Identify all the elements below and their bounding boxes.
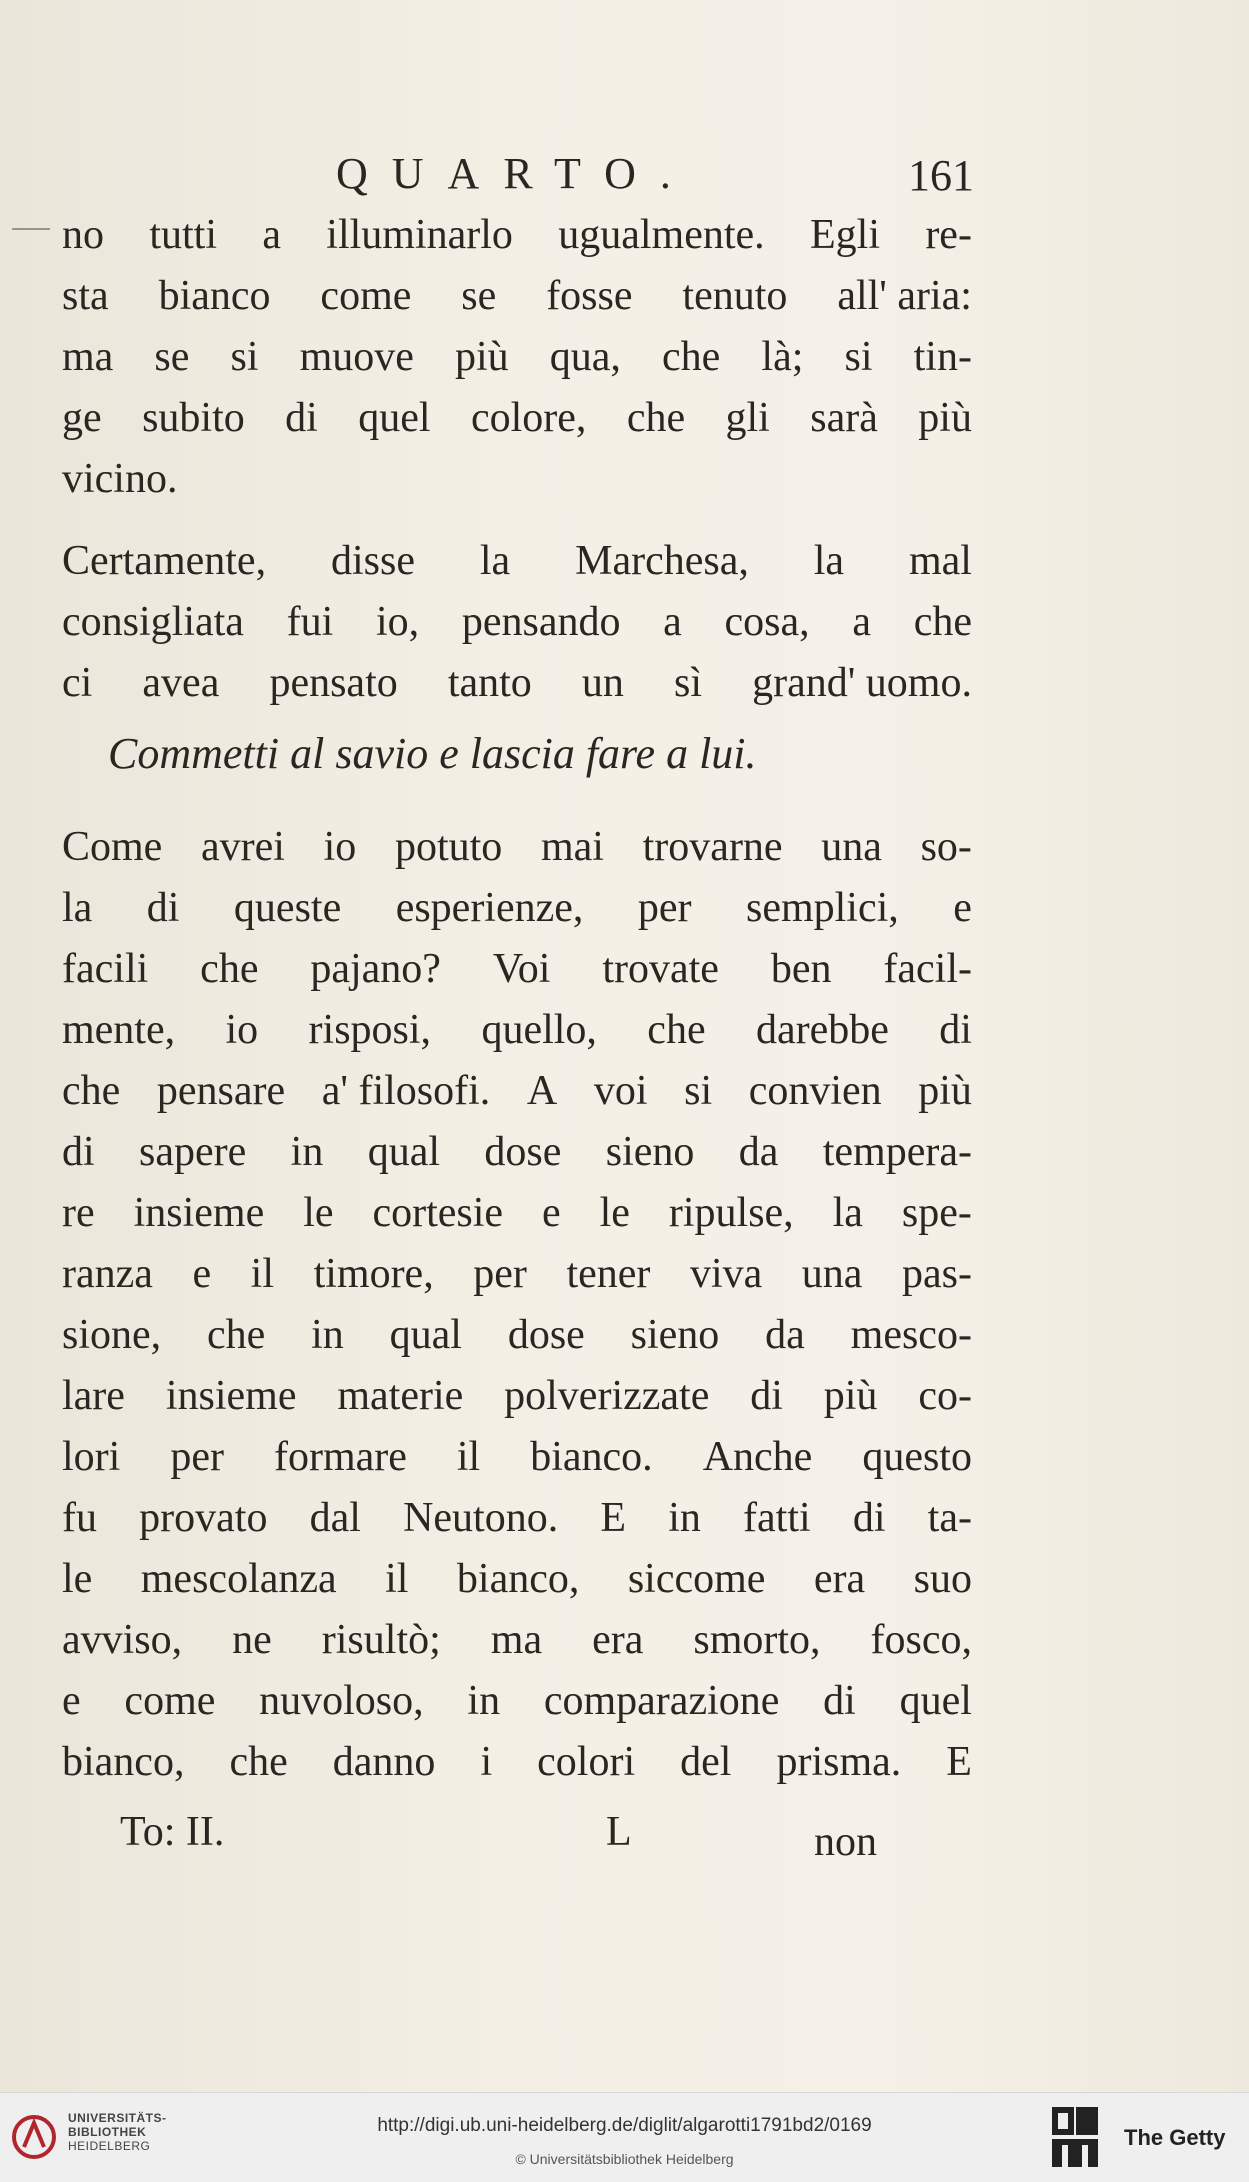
word: subito — [142, 395, 245, 441]
word: ma — [62, 334, 114, 380]
word: sarà — [810, 395, 878, 441]
word: sì — [674, 660, 703, 706]
word: sapere — [139, 1129, 247, 1175]
text-line — [62, 205, 972, 266]
word: fu — [62, 1495, 97, 1541]
text-line — [62, 817, 972, 878]
word: avrei — [201, 824, 285, 870]
word: bianco. — [530, 1434, 653, 1480]
institution-line-3: HEIDELBERG — [68, 2139, 151, 2153]
word: Certamente, — [62, 538, 267, 584]
word: tener — [566, 1251, 651, 1297]
word: che — [626, 395, 686, 441]
word: il — [385, 1556, 409, 1602]
word: come — [320, 273, 412, 319]
word: ripulse, — [668, 1190, 794, 1236]
word: sieno — [630, 1312, 720, 1358]
word: spe- — [901, 1190, 972, 1236]
word: ranza — [62, 1251, 153, 1297]
word: bianco, — [456, 1556, 580, 1602]
word: di — [939, 1007, 972, 1053]
word: E — [946, 1739, 972, 1785]
word: tutti — [149, 212, 217, 258]
word: più — [455, 334, 509, 380]
word: a — [663, 599, 682, 645]
word: tempera- — [822, 1129, 972, 1175]
text-line — [62, 1305, 972, 1366]
word: vicino. — [62, 456, 178, 502]
word: questo — [862, 1434, 972, 1480]
word: cosa, — [724, 599, 810, 645]
word: convien — [748, 1068, 882, 1114]
word: bianco, — [62, 1739, 185, 1785]
partner-name: The Getty — [1124, 2125, 1226, 2150]
word: grand' uomo. — [752, 660, 972, 706]
word: mal — [908, 538, 972, 584]
word: le — [303, 1190, 334, 1236]
page-footer — [120, 1808, 890, 1864]
word: mescolanza — [140, 1556, 337, 1602]
word: quel — [358, 395, 431, 441]
word: se — [154, 334, 190, 380]
word: consigliata — [62, 599, 244, 645]
word: un — [581, 660, 624, 706]
word: se — [461, 273, 497, 319]
word: muove — [299, 334, 414, 380]
word: tanto — [447, 660, 532, 706]
text-line — [62, 1732, 972, 1793]
text-line — [62, 1366, 972, 1427]
word: di — [823, 1678, 856, 1724]
word: come — [124, 1678, 216, 1724]
page-number: 161 — [908, 151, 974, 200]
word: che — [200, 946, 259, 992]
word: bianco — [158, 273, 271, 319]
word: in — [467, 1678, 501, 1724]
word: per — [473, 1251, 527, 1297]
paragraph-1 — [62, 205, 972, 510]
word: timore, — [313, 1251, 434, 1297]
word: a' filosofi. — [321, 1068, 491, 1114]
word: che — [62, 1068, 121, 1114]
word: provato — [139, 1495, 268, 1541]
word: fatti — [743, 1495, 811, 1541]
text-line — [62, 592, 972, 653]
word: sione, — [62, 1312, 162, 1358]
word: co- — [918, 1373, 972, 1419]
word: e — [62, 1678, 81, 1724]
getty-logo-icon — [1050, 2105, 1100, 2169]
word: insieme — [133, 1190, 265, 1236]
word: insieme — [165, 1373, 297, 1419]
word: polverizzate — [504, 1373, 710, 1419]
institution-line-2: BIBLIOTHEK — [68, 2125, 147, 2139]
word: là; — [761, 334, 804, 380]
text-block-bottom — [62, 817, 972, 1793]
text-line — [62, 878, 972, 939]
word: di — [750, 1373, 783, 1419]
word: fui — [286, 599, 334, 645]
word: darebbe — [755, 1007, 889, 1053]
word: a — [852, 599, 871, 645]
word: lori — [62, 1434, 121, 1480]
word: Egli — [810, 212, 880, 258]
word: cortesie — [372, 1190, 504, 1236]
word: la — [479, 538, 511, 584]
word: ne — [232, 1617, 272, 1663]
word: avea — [142, 660, 220, 706]
margin-mark — [12, 228, 50, 230]
word: qual — [389, 1312, 462, 1358]
word: siccome — [627, 1556, 766, 1602]
word: quel — [899, 1678, 972, 1724]
word: all' aria: — [837, 273, 972, 319]
gathering-letter: L — [606, 1809, 632, 1855]
word: avviso, — [62, 1617, 183, 1663]
paragraph-2 — [62, 531, 972, 714]
text-line — [62, 1427, 972, 1488]
word: fosse — [546, 273, 633, 319]
word: le — [62, 1556, 93, 1602]
word: esperienze, — [395, 885, 584, 931]
text-line — [62, 1000, 972, 1061]
word: trovate — [602, 946, 719, 992]
word: il — [456, 1434, 481, 1480]
word: una — [821, 824, 882, 870]
word: una — [801, 1251, 863, 1297]
word: che — [913, 599, 972, 645]
text-block-top — [62, 205, 972, 714]
word: a — [262, 212, 281, 258]
text-line — [62, 1183, 972, 1244]
word: di — [285, 395, 318, 441]
word: semplici, — [745, 885, 899, 931]
word: e — [542, 1190, 561, 1236]
word: qua, — [549, 334, 621, 380]
word: re- — [925, 212, 972, 258]
word: lare — [62, 1373, 125, 1419]
word: che — [207, 1312, 266, 1358]
word: le — [599, 1190, 630, 1236]
catchword: non — [814, 1819, 877, 1865]
word: si — [230, 334, 259, 380]
word: la — [832, 1190, 863, 1236]
word: più — [918, 1068, 972, 1114]
text-line — [62, 1671, 972, 1732]
text-line — [62, 266, 972, 327]
word: re — [62, 1190, 95, 1236]
word: pensato — [269, 660, 398, 706]
text-line — [62, 1549, 972, 1610]
word: risultò; — [321, 1617, 441, 1663]
word: ge — [62, 395, 102, 441]
word: per — [637, 885, 692, 931]
word: prisma. — [776, 1739, 902, 1785]
word: Voi — [492, 946, 551, 992]
word: mente, — [62, 1007, 176, 1053]
word: in — [311, 1312, 344, 1358]
word: queste — [233, 885, 342, 931]
word: nuvoloso, — [259, 1678, 424, 1724]
word: pas- — [902, 1251, 972, 1297]
italic-motto: Commetti al savio e lascia fare a lui. — [108, 729, 757, 778]
institution-line-1: UNIVERSITÄTS- — [68, 2111, 167, 2125]
word: più — [918, 395, 972, 441]
word: gli — [725, 395, 770, 441]
word: disse — [330, 538, 415, 584]
word: no — [62, 212, 104, 258]
word: si — [684, 1068, 713, 1114]
word: illuminarlo — [326, 212, 513, 258]
word: qual — [367, 1129, 440, 1175]
word: colore, — [470, 395, 587, 441]
word: potuto — [394, 824, 503, 870]
text-line — [62, 1488, 972, 1549]
text-line — [62, 1061, 972, 1122]
text-line — [62, 1244, 972, 1305]
word: ci — [62, 660, 93, 706]
word: E — [600, 1495, 627, 1541]
word: la — [813, 538, 845, 584]
word: mai — [540, 824, 604, 870]
word: Anche — [702, 1434, 813, 1480]
word: tin- — [913, 334, 972, 380]
word: e — [953, 885, 972, 931]
running-head: QUARTO. — [336, 149, 695, 198]
word: pajano? — [310, 946, 441, 992]
word: ta- — [927, 1495, 972, 1541]
word: il — [250, 1251, 275, 1297]
word: era — [813, 1556, 866, 1602]
word: trovarne — [642, 824, 783, 870]
word: sieno — [605, 1129, 695, 1175]
word: pensando — [461, 599, 621, 645]
word: in — [290, 1129, 324, 1175]
word: di — [62, 1129, 95, 1175]
word: di — [852, 1495, 886, 1541]
word: per — [170, 1434, 224, 1480]
word: che — [229, 1739, 288, 1785]
word: mesco- — [850, 1312, 972, 1358]
word: e — [192, 1251, 212, 1297]
word: Come — [62, 824, 163, 870]
word: facil- — [883, 946, 972, 992]
word: formare — [273, 1434, 407, 1480]
viewer-footer-bar — [0, 2092, 1249, 2182]
word: i — [480, 1739, 493, 1785]
text-line — [62, 388, 972, 449]
word: Neutono. — [403, 1495, 559, 1541]
word: la — [62, 885, 93, 931]
word: del — [680, 1739, 732, 1785]
permalink-url[interactable]: http://digi.ub.uni-heidelberg.de/diglit/algarotti1791bd2/0169 — [377, 2115, 872, 2136]
word: ben — [770, 946, 832, 992]
word: dose — [507, 1312, 585, 1358]
word: quello, — [481, 1007, 597, 1053]
text-line — [62, 531, 972, 592]
text-line — [62, 939, 972, 1000]
text-line — [62, 327, 972, 388]
word: era — [592, 1617, 644, 1663]
word: si — [844, 334, 873, 380]
word: so- — [920, 824, 972, 870]
word: da — [765, 1312, 805, 1358]
word: dal — [309, 1495, 361, 1541]
word: risposi, — [308, 1007, 432, 1053]
word: Marchesa, — [575, 538, 749, 584]
word: viva — [689, 1251, 763, 1297]
word: più — [823, 1373, 878, 1419]
word: in — [668, 1495, 701, 1541]
word: ugualmente. — [558, 212, 765, 258]
word: tenuto — [682, 273, 788, 319]
text-line — [62, 653, 972, 714]
word: ma — [490, 1617, 543, 1663]
word: facili — [62, 946, 149, 992]
word: suo — [913, 1556, 972, 1602]
word: colori — [537, 1739, 636, 1785]
word: voi — [593, 1068, 648, 1114]
word: materie — [337, 1373, 464, 1419]
copyright-notice: © Universitätsbibliothek Heidelberg — [515, 2151, 734, 2167]
text-line — [62, 449, 972, 510]
word: dose — [484, 1129, 562, 1175]
text-line — [62, 1122, 972, 1183]
paragraph-3 — [62, 817, 972, 1793]
word: A — [526, 1068, 558, 1114]
word: di — [146, 885, 180, 931]
word: io — [323, 824, 357, 870]
word: da — [738, 1129, 779, 1175]
word: fosco, — [870, 1617, 972, 1663]
signature-mark: To: II. — [120, 1809, 225, 1855]
word: comparazione — [543, 1678, 780, 1724]
text-line — [62, 1610, 972, 1671]
word: smorto, — [693, 1617, 821, 1663]
word: io — [225, 1007, 259, 1053]
word: pensare — [156, 1068, 286, 1114]
word: io, — [375, 599, 420, 645]
word: danno — [332, 1739, 436, 1785]
word: che — [662, 334, 721, 380]
word: sta — [62, 273, 109, 319]
word: che — [647, 1007, 706, 1053]
